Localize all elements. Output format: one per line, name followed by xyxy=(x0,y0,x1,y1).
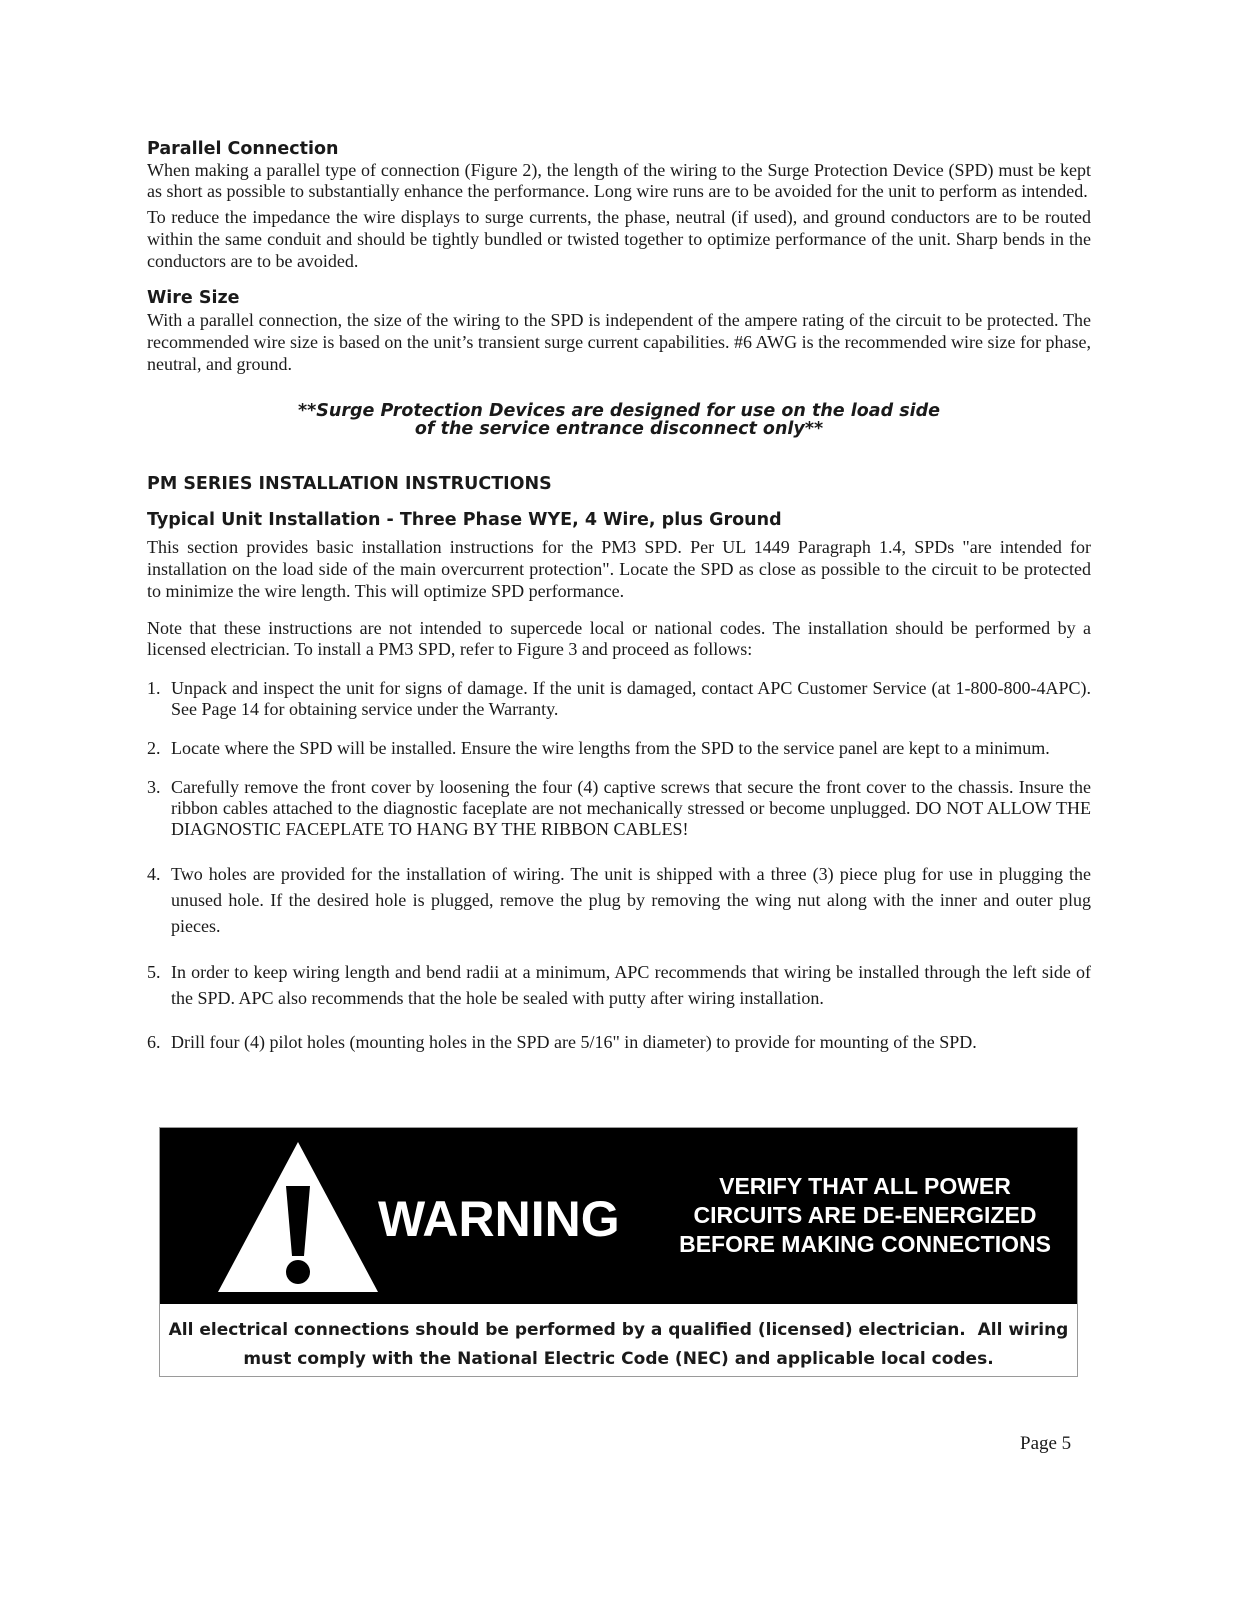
step-text: Drill four (4) pilot holes (mounting holes in the SPD are 5/16" in diameter) to provide for mounting of the SPD. xyxy=(171,1032,977,1052)
warning-title: WARNING xyxy=(378,1191,620,1247)
page-content xyxy=(147,138,1091,1053)
install-steps xyxy=(147,678,1091,1053)
install-heading: PM SERIES INSTALLATION INSTRUCTIONS xyxy=(147,474,552,494)
step-text: Unpack and inspect the unit for signs of damage. If the unit is damaged, contact APC Customer Service (at 1-800-800-4APC). See Page 14 for obtaining service under the Warranty. xyxy=(171,678,1091,719)
warning-banner xyxy=(160,1128,1077,1304)
install-subheading: Typical Unit Installation - Three Phase WYE, 4 Wire, plus Ground xyxy=(147,510,782,530)
wire-size-paragraph: With a parallel connection, the size of the wiring to the SPD is independent of the ampere rating of the circuit to be protected. The recommended wire size is based on the unit’s transient surge current capabilities. #6 AWG is the recommended wire size for phase, neutral, and ground. xyxy=(147,310,1091,374)
warning-footer xyxy=(160,1316,1077,1374)
warning-box xyxy=(159,1127,1078,1377)
step-number: 3. xyxy=(147,777,161,797)
list-item xyxy=(147,861,1091,939)
list-item xyxy=(147,959,1091,1011)
step-number: 5. xyxy=(147,962,161,982)
install-paragraph-2: Note that these instructions are not intended to supercede local or national codes. The installation should be performed by a licensed electrician. To install a PM3 SPD, refer to Figure 3 and proceed as follows: xyxy=(147,618,1091,659)
load-side-notice xyxy=(147,402,1091,438)
warning-message-line-3: BEFORE MAKING CONNECTIONS xyxy=(679,1231,1051,1257)
warning-triangle-icon xyxy=(218,1142,378,1292)
notice-line-2: of the service entrance disconnect only** xyxy=(414,419,824,439)
step-number: 6. xyxy=(147,1032,161,1052)
step-text: Two holes are provided for the installation of wiring. The unit is shipped with a three (3) piece plug for use in plugging the unused hole. If the desired hole is plugged, remove the plug by removing the wing nut along with the inner and outer plug pieces. xyxy=(171,864,1091,936)
warning-footer-line-2: must comply with the National Electric Code (NEC) and applicable local codes. xyxy=(243,1349,994,1369)
step-number: 1. xyxy=(147,678,161,698)
parallel-paragraph-2: To reduce the impedance the wire displays to surge currents, the phase, neutral (if used), and ground conductors are to be routed within the same conduit and should be tightly bundled or twisted together to optimize performance of the unit. Sharp bends in the conductors are to be avoided. xyxy=(147,207,1091,271)
step-number: 2. xyxy=(147,738,161,758)
list-item xyxy=(147,678,1091,720)
warning-message xyxy=(665,1172,1065,1259)
list-item xyxy=(147,738,1091,759)
parallel-paragraph-1: When making a parallel type of connection (Figure 2), the length of the wiring to the Surge Protection Device (SPD) must be kept as short as possible to substantially enhance the performance. Long wire runs are to be avoided for the unit to perform as intended. xyxy=(147,160,1091,201)
warning-message-line-2: CIRCUITS ARE DE-ENERGIZED xyxy=(693,1202,1037,1228)
list-item xyxy=(147,777,1091,840)
warning-message-line-1: VERIFY THAT ALL POWER xyxy=(719,1173,1011,1199)
step-text: In order to keep wiring length and bend radii at a minimum, APC recommends that wiring be installed through the left side of the SPD. APC also recommends that the hole be sealed with putty after wiring installation. xyxy=(171,962,1091,1008)
step-text: Carefully remove the front cover by loosening the four (4) captive screws that secure the front cover to the chassis. Insure the ribbon cables attached to the diagnostic faceplate are not mechanically stressed or become unplugged. DO NOT ALLOW THE DIAGNOSTIC FACEPLATE TO HANG BY THE RIBBON CABLES! xyxy=(171,777,1091,839)
install-paragraph-1: This section provides basic installation instructions for the PM3 SPD. Per UL 1449 Paragraph 1.4, SPDs "are intended for installation on the load side of the main overcurrent protection". Locate the SPD as close as possible to the circuit to be protected to minimize the wire length. This will optimize SPD performance. xyxy=(147,537,1091,601)
step-text: Locate where the SPD will be installed. Ensure the wire lengths from the SPD to the service panel are kept to a minimum. xyxy=(171,738,1050,758)
wire-size-heading: Wire Size xyxy=(147,288,240,308)
step-number: 4. xyxy=(147,864,161,884)
list-item xyxy=(147,1031,1091,1053)
parallel-heading: Parallel Connection xyxy=(147,139,339,159)
page-number: Page 5 xyxy=(1020,1433,1072,1454)
notice-line-1: **Surge Protection Devices are designed for use on the load side xyxy=(297,401,941,421)
warning-footer-line-1: All electrical connections should be performed by a qualified (licensed) electrician. All wiring xyxy=(168,1320,1069,1340)
